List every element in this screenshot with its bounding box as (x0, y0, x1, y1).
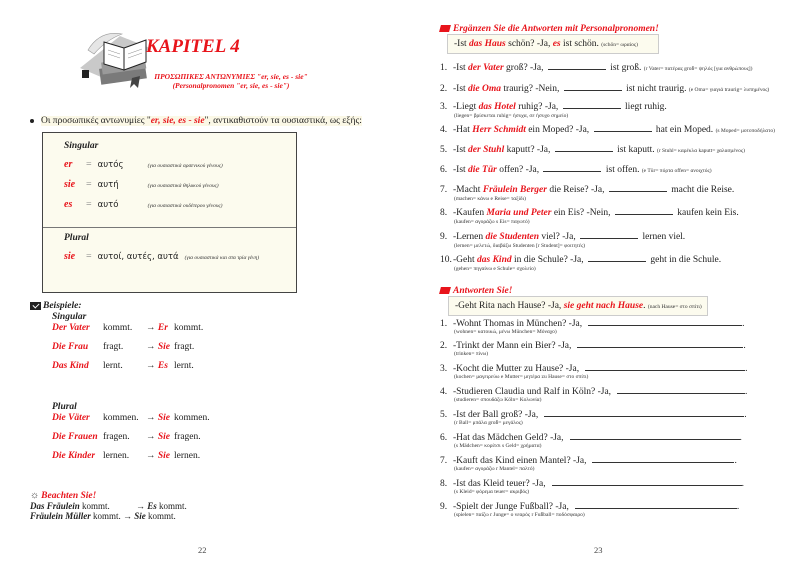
verb: lernt. (174, 361, 194, 371)
plural-label: Plural (64, 233, 89, 243)
answer-line[interactable] (617, 386, 745, 394)
arrow-icon: → (146, 451, 156, 461)
noun: der Stuhl (468, 145, 505, 155)
example-row (52, 413, 210, 432)
intro-sentence (30, 116, 362, 126)
noun: das Haus (469, 39, 506, 49)
answer-rest: ist nicht traurig. (626, 84, 687, 94)
task2-example (448, 296, 708, 316)
item-number: 8. (440, 479, 448, 489)
noun: Das Kind (52, 361, 89, 371)
gloss: (kaufen= αγοράζω s Eis= παγωτό) (454, 219, 530, 225)
divider (43, 227, 296, 228)
pronoun: Sie (157, 451, 171, 461)
answer-blank[interactable] (615, 207, 673, 215)
answer-blank[interactable] (588, 254, 646, 262)
answer-rest: lernen viel. (642, 232, 686, 242)
examples-title: Beispiele: (43, 301, 82, 311)
greek-pronoun: αυτός (97, 160, 124, 170)
answer-blank[interactable] (594, 124, 652, 132)
item-number: 9. (440, 232, 448, 242)
gloss: (e Oma= γιαγιά traurig= λυπημένος) (688, 87, 770, 93)
arrow-icon: → (146, 342, 156, 352)
verb: lernen. (174, 451, 201, 461)
noun: das Hotel (478, 102, 516, 112)
question-end: ruhig? -Ja, (515, 102, 559, 112)
question-start: -Geht (453, 255, 478, 265)
gloss: (lernen= μελετώ, διαβάζω Studenten [r Student]= φοιτητές) (454, 243, 586, 249)
item-number: 9. (440, 502, 448, 512)
exercise-item (440, 254, 721, 272)
verb: fragt. (103, 342, 124, 352)
answer-rest: macht die Reise. (671, 185, 735, 195)
exercise-item (440, 62, 752, 73)
verb: kommt. (148, 511, 176, 521)
noun: Die Frauen (52, 432, 98, 442)
exercise-item (440, 83, 769, 94)
equals: = (86, 199, 92, 210)
singular-row (64, 199, 222, 210)
answer-rest: ist kaputt. (617, 145, 655, 155)
noun: das Kind (477, 255, 512, 265)
item-number: 5. (440, 145, 448, 155)
pronoun: sie (64, 251, 76, 262)
noun: Die Frau (52, 342, 89, 352)
greek-pronoun: αυτό (97, 200, 119, 210)
arrow-icon: → (146, 413, 156, 423)
subtitle-greek: ΠΡΟΣΩΠΙΚΕΣ ΑΝΤΩΝΥΜΙΕΣ "er, sie, es - sie" (154, 72, 308, 81)
answer-line[interactable] (544, 409, 744, 417)
item-number: 7. (440, 185, 448, 195)
item-number: 6. (440, 165, 448, 175)
arrow-icon: → (146, 361, 156, 371)
gloss: (schön= ωραίος) (601, 42, 638, 48)
pronoun: es (64, 199, 73, 210)
exercise-item (440, 207, 739, 225)
question-start: -Ist (453, 165, 469, 175)
question-end: kaputt? -Ja, (504, 145, 551, 155)
note-line (30, 511, 187, 521)
gloss: (kaufen= αγοράζω r Mantel= παλτό) (454, 466, 535, 472)
item-number: 7. (440, 456, 448, 466)
answer-blank[interactable] (548, 62, 606, 70)
exercise-item (440, 164, 712, 175)
noun: Herr Schmidt (472, 125, 526, 135)
noun: Die Kinder (52, 451, 96, 461)
exercise-item (440, 501, 739, 518)
greek-pronoun: αυτοί, αυτές, αυτά (97, 252, 179, 262)
answer: sie geht nach Hause (563, 301, 644, 311)
plural-row (64, 251, 259, 262)
item-number: 1. (440, 63, 448, 73)
gloss: (liegen= βρίσκεται ruhig= ήσυχα, σε ήσυχο σημείο) (454, 113, 569, 119)
pronoun: Sie (134, 511, 146, 521)
verb: lernen. (103, 451, 130, 461)
task1-example (447, 34, 659, 54)
verb: kommen. (103, 413, 139, 423)
exclamation: ! (92, 491, 97, 501)
pronoun: Es (147, 501, 157, 511)
line-end: . (745, 364, 748, 374)
pronoun: sie (64, 179, 76, 190)
gloss: (machen= κάνω e Reise= ταξίδι) (454, 196, 526, 202)
text: -Geht Rita nach Hause? -Ja, (455, 301, 564, 311)
question-start: -Hat (453, 125, 473, 135)
noun: Die Väter (52, 413, 90, 423)
gloss: (spielen= παίζω r Junge= ο νεαρός r Fußball= ποδόσφαιρο) (454, 512, 585, 518)
exercise-item (440, 340, 746, 357)
answer-line[interactable] (570, 432, 740, 440)
noun: die Tür (468, 165, 497, 175)
gloss: (e Tür= πόρτα offen= ανοιχτός) (641, 168, 712, 174)
exercise-item (440, 124, 775, 135)
text: schön? -Ja, (505, 39, 553, 49)
line-end: . (742, 319, 745, 329)
item-number: 1. (440, 319, 448, 329)
question-start: -Macht (453, 185, 483, 195)
exercise-item (440, 363, 747, 380)
equals: = (86, 251, 92, 262)
checkmark-icon (30, 302, 41, 310)
exercise-item (440, 318, 745, 335)
examples-section (30, 301, 210, 470)
verb: kommt. (159, 501, 187, 511)
line-end: . (745, 387, 748, 397)
pronoun: Sie (157, 342, 171, 352)
text: -Ist (454, 39, 470, 49)
line-end: . (743, 341, 746, 351)
sun-icon: ☼ (30, 490, 40, 501)
singular-label: Singular (64, 141, 99, 151)
page-23 (400, 0, 800, 576)
pronoun: Er (157, 323, 168, 333)
exercise-item (440, 386, 747, 403)
gloss: (r Vater= πατέρας groß= ψηλός [για ανθρώπους]) (643, 66, 753, 72)
question: -Ist das Kleid teuer? -Ja, (453, 479, 546, 489)
noun: Der Vater (52, 323, 90, 333)
line-end: . (736, 502, 740, 512)
singular-row (64, 179, 219, 190)
examples-plural-label: Plural (52, 402, 77, 412)
text: ist schön. (560, 39, 599, 49)
example-row (52, 451, 210, 470)
answer-line[interactable] (552, 478, 742, 486)
question-end: die Reise? -Ja, (546, 185, 605, 195)
chapter-subtitle (146, 72, 316, 90)
exercise-item (440, 432, 742, 449)
verb: kommen. (174, 413, 210, 423)
example-row (52, 342, 210, 361)
gender-note: (για ουσιαστικά ουδέτερου γένους) (147, 203, 223, 209)
verb: kommt. (103, 323, 133, 333)
question-end: viel? -Ja, (539, 232, 576, 242)
answer-blank[interactable] (555, 144, 613, 152)
question: -Kocht die Mutter zu Hause? -Ja, (453, 364, 580, 374)
question: -Trinkt der Mann ein Bier? -Ja, (453, 341, 572, 351)
equals: = (86, 159, 92, 170)
gloss: (s Mädchen= κορίτσι s Geld= χρήματα) (454, 443, 542, 449)
question: -Spielt der Junge Fußball? -Ja, (453, 502, 569, 512)
question: -Studieren Claudia und Ralf in Köln? -Ja, (453, 387, 612, 397)
question-end: ein Eis? -Nein, (551, 208, 611, 218)
exercise-item (440, 455, 737, 472)
item-number: 8. (440, 208, 448, 218)
chapter-title: KAPITEL 4 (146, 36, 240, 57)
question-start: -Liegt (453, 102, 479, 112)
question-start: -Kaufen (453, 208, 487, 218)
example-row (52, 323, 210, 342)
question-end: in die Schule? -Ja, (511, 255, 584, 265)
subtitle-german: (Personalpronomen "er, sie, es - sie") (172, 81, 290, 90)
item-number: 2. (440, 84, 448, 94)
note-title: Beachten Sie (41, 491, 93, 501)
equals: = (86, 179, 92, 190)
line-end: . (739, 433, 742, 443)
intro-pronouns: er, sie, es - sie (150, 116, 205, 126)
answer-rest: hat ein Moped. (655, 125, 714, 135)
exercise-item (440, 478, 744, 495)
question-start: -Ist (453, 84, 469, 94)
question-end: ein Moped? -Ja, (525, 125, 590, 135)
task2-title: Antworten Sie! (453, 286, 513, 296)
gloss: (nach Hause= στο σπίτι) (647, 304, 702, 310)
note-line (30, 501, 187, 511)
answer-rest: ist offen. (605, 165, 640, 175)
exercise-item (440, 231, 685, 249)
answer-rest: kaufen kein Eis. (677, 208, 739, 218)
question-start: -Lernen (453, 232, 486, 242)
answer-line[interactable] (592, 455, 734, 463)
examples-singular-label: Singular (52, 312, 87, 322)
pronoun: Es (157, 361, 168, 371)
task1-title: Ergänzen Sie die Antworten mit Personalpronomen! (453, 24, 659, 34)
question-end: offen? -Ja, (496, 165, 540, 175)
intro-suffix: ", αντικαθιστούν τα ουσιαστικά, ως εξής: (204, 116, 362, 126)
question-start: -Ist (453, 63, 469, 73)
gloss: (r Stuhl= καρέκλα kaputt= χαλασμένος) (657, 148, 745, 154)
pronoun-table (42, 132, 297, 293)
verb: kommt. (174, 323, 204, 333)
answer-blank[interactable] (609, 184, 667, 192)
noun: der Vater (468, 63, 504, 73)
noun: Maria und Peter (486, 208, 552, 218)
gloss: (kochen= μαγειρεύω e Mutter= μητέρα zu Hause= στο σπίτι) (454, 374, 589, 380)
question: -Kauft das Kind einen Mantel? -Ja, (453, 456, 587, 466)
gloss: (trinken= πίνω) (454, 351, 489, 357)
arrow-icon: → (123, 511, 133, 521)
item-number: 4. (440, 387, 448, 397)
item-number: 5. (440, 410, 448, 420)
item-number: 3. (440, 102, 448, 112)
noun: die Oma (468, 84, 502, 94)
verb: lernt. (103, 361, 123, 371)
task2-heading (440, 286, 512, 296)
noun: Fräulein Müller (30, 511, 91, 521)
item-number: 6. (440, 433, 448, 443)
verb: fragen. (103, 432, 130, 442)
bullet-icon (30, 119, 34, 123)
singular-row (64, 159, 223, 170)
item-number: 10. (440, 255, 452, 265)
gloss: (s Kleid= φόρεμα teuer= ακριβός) (454, 489, 530, 495)
gloss: (s Moped= μοτοποδήλατο) (715, 128, 775, 134)
gloss: (r Ball= μπάλα groß= μεγάλος) (454, 420, 523, 426)
exercise-item (440, 409, 747, 426)
line-end: . (734, 456, 737, 466)
noun: Das Fräulein (30, 501, 80, 511)
question: -Wohnt Thomas in München? -Ja, (453, 319, 583, 329)
answer-rest: liegt ruhig. (625, 102, 667, 112)
answer-rest: geht in die Schule. (650, 255, 722, 265)
answer-blank[interactable] (580, 231, 638, 239)
pronoun: Sie (157, 413, 171, 423)
text: . (643, 301, 646, 311)
page-number: 23 (594, 545, 603, 555)
answer-blank[interactable] (564, 83, 622, 91)
question-start: -Ist (453, 145, 469, 155)
verb: kommt. (82, 501, 110, 511)
task1-heading (440, 24, 659, 34)
gender-note: (για ουσιαστικά θηλυκού γένους) (147, 183, 219, 189)
note-section (30, 490, 187, 521)
exercise-item (440, 184, 734, 202)
answer-rest: ist groß. (610, 63, 642, 73)
page-number: 22 (198, 545, 207, 555)
gloss: (studieren= σπουδάζω Köln= Κολωνία) (454, 397, 542, 403)
example-row (52, 432, 210, 451)
verb: fragt. (174, 342, 195, 352)
gloss: (wohnen= κατοικώ, μένω München= Μόναχο) (454, 329, 557, 335)
question: -Ist der Ball groß? -Ja, (453, 410, 539, 420)
answer-line[interactable] (585, 363, 745, 371)
pronoun: er (64, 159, 73, 170)
intro-prefix: Οι προσωπικές αντωνυμίες " (41, 116, 151, 126)
noun: Fräulein Berger (482, 185, 547, 195)
gloss: (gehen= πηγαίνω e Schule= σχολείο) (454, 266, 536, 272)
arrow-icon: → (136, 501, 146, 511)
answer-line[interactable] (588, 318, 742, 326)
arrow-icon: → (146, 432, 156, 442)
question: -Hat das Mädchen Geld? -Ja, (453, 433, 564, 443)
arrow-icon: → (146, 323, 156, 333)
envelope-icon (439, 25, 451, 32)
answer-blank[interactable] (543, 164, 601, 172)
greek-pronoun: αυτή (97, 180, 119, 190)
envelope-icon (439, 287, 451, 294)
exercise-item (440, 144, 745, 155)
line-end: . (741, 479, 744, 489)
noun: die Studenten (485, 232, 540, 242)
gender-note: (για ουσιαστικά αρσενικού γένους) (147, 163, 223, 169)
question-end: groß? -Ja, (503, 63, 544, 73)
exercise-item (440, 101, 667, 119)
answer-line[interactable] (575, 501, 737, 509)
answer-blank[interactable] (563, 101, 621, 109)
example-row (52, 361, 210, 380)
item-number: 4. (440, 125, 448, 135)
question-end: traurig? -Nein, (501, 84, 560, 94)
pronoun: Sie (157, 432, 171, 442)
item-number: 2. (440, 341, 448, 351)
line-end: . (744, 410, 747, 420)
verb: fragen. (174, 432, 201, 442)
verb: kommt. (93, 511, 121, 521)
pronoun: es (552, 39, 561, 49)
answer-line[interactable] (577, 340, 743, 348)
gender-note: (για ουσιαστικά και στα τρία γένη) (184, 255, 260, 261)
item-number: 3. (440, 364, 448, 374)
